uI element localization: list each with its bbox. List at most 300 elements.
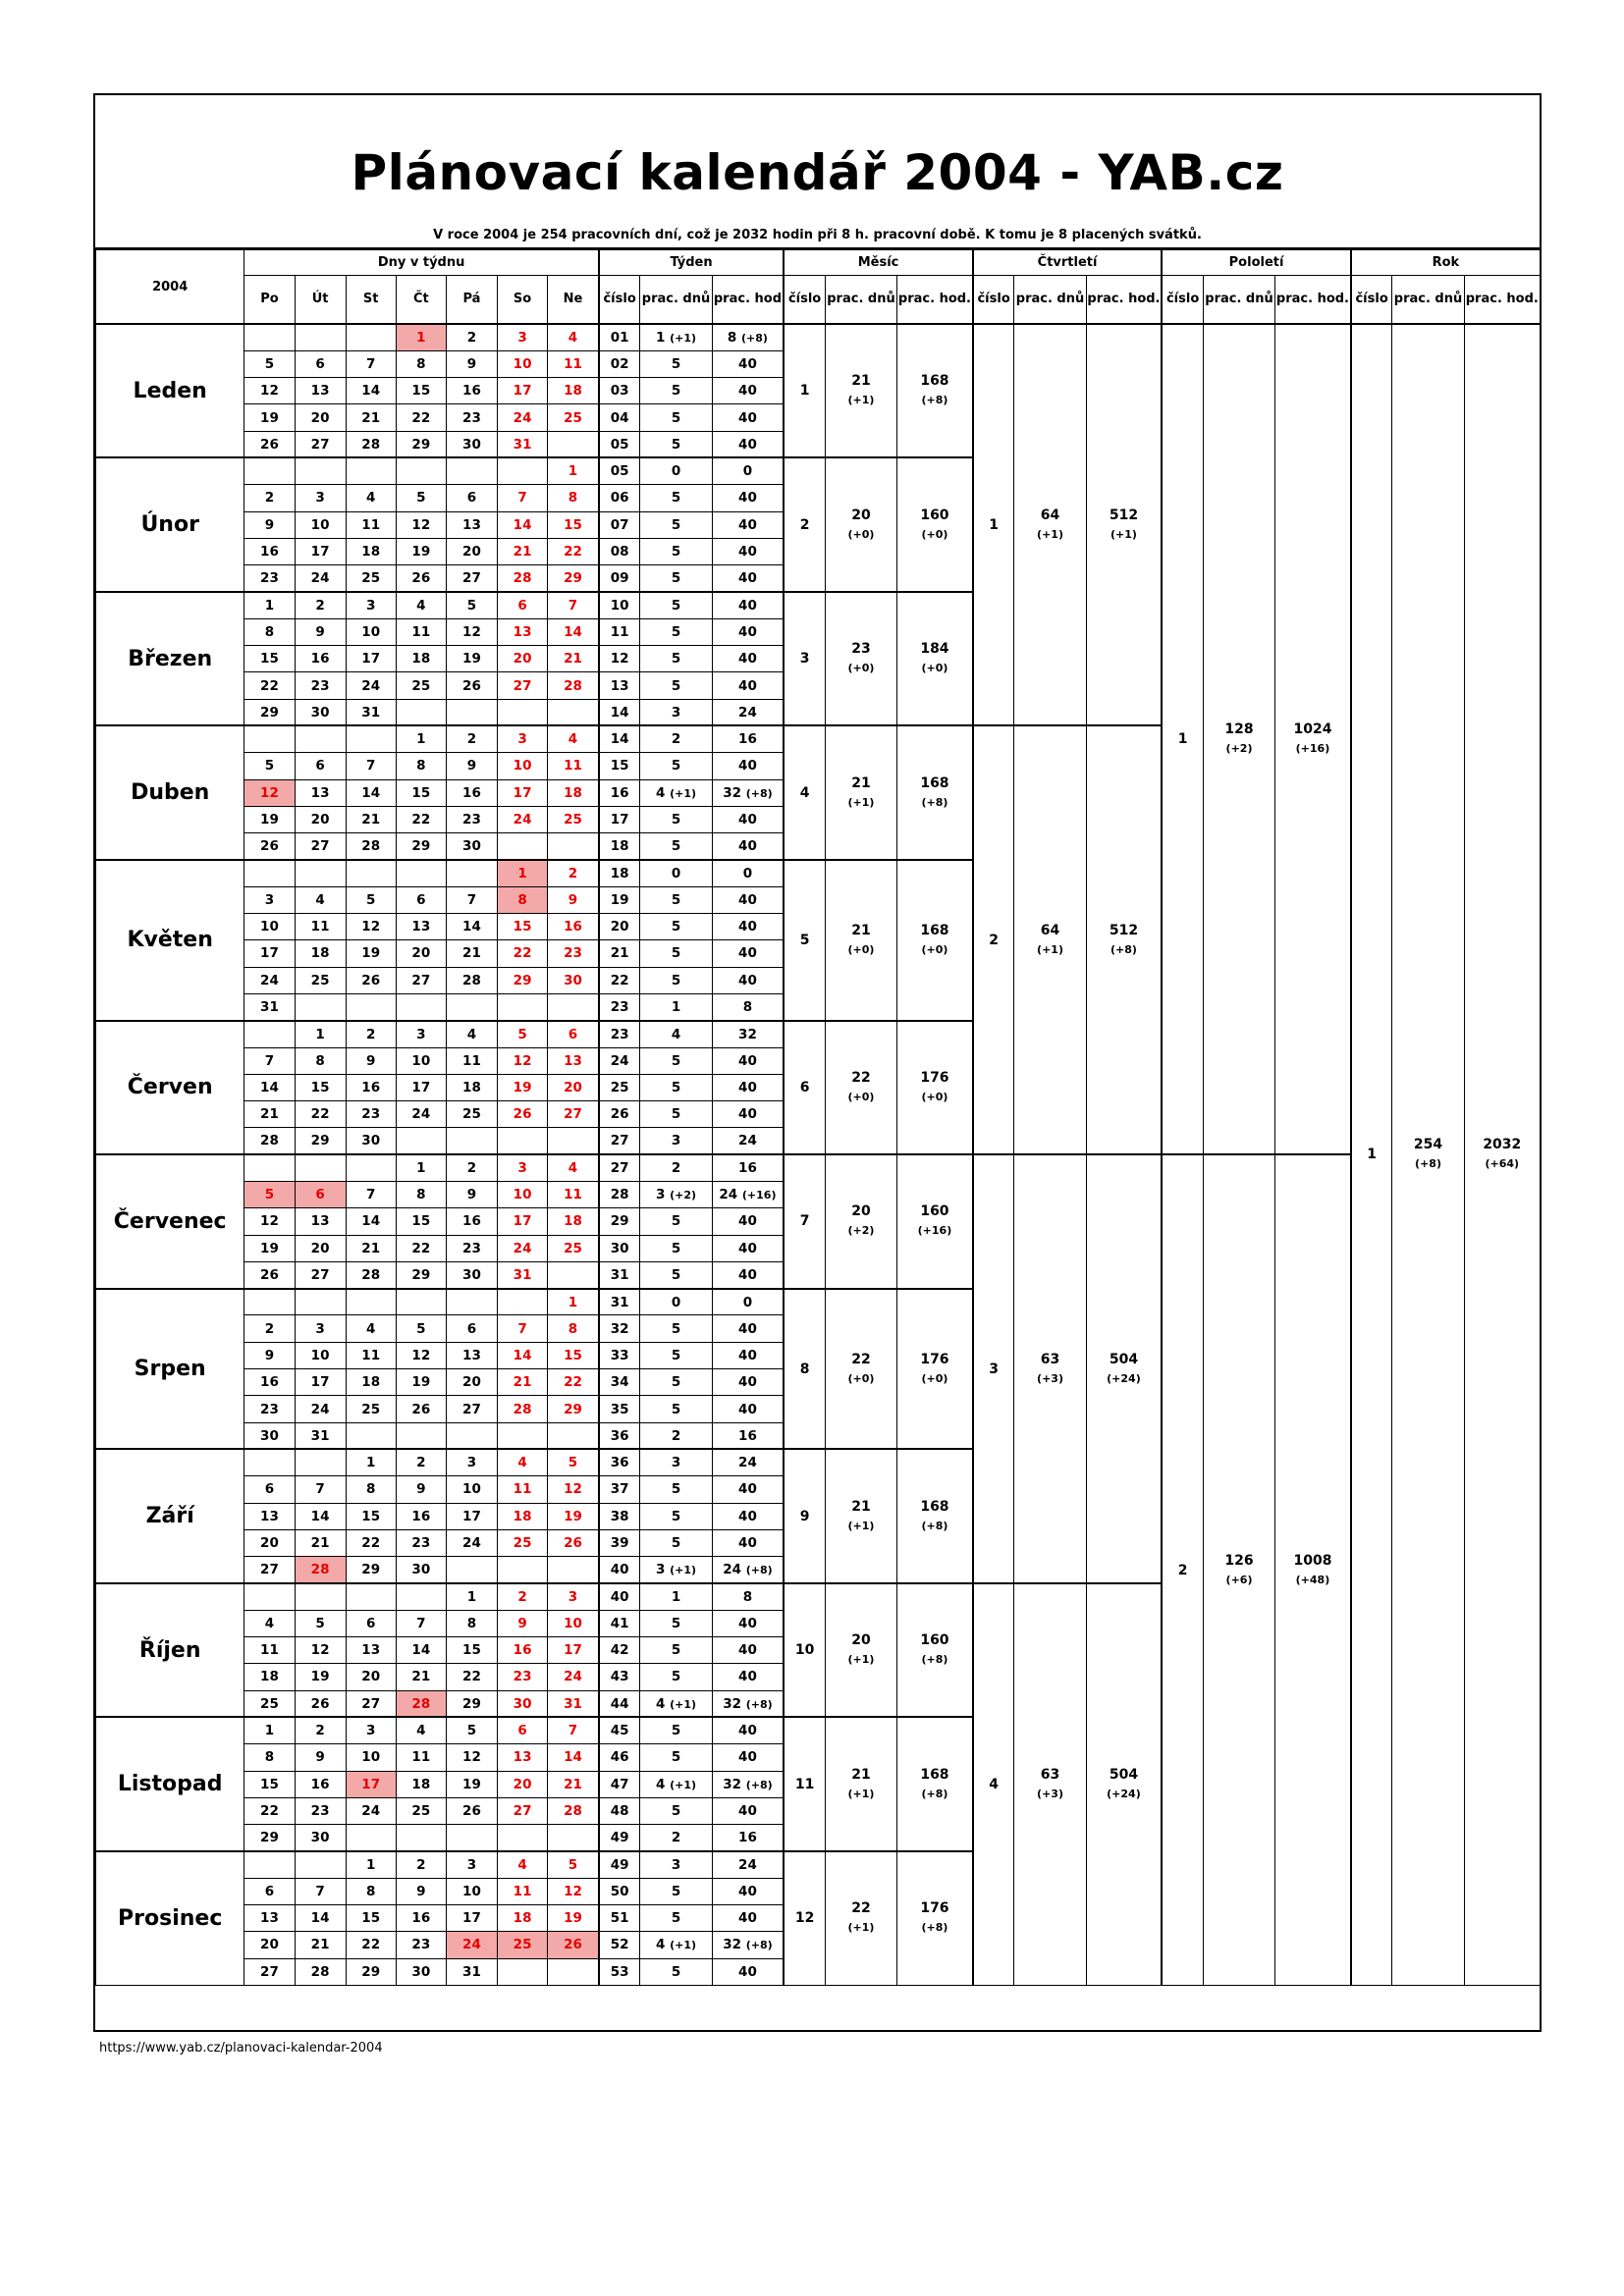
day-cell (346, 860, 396, 886)
day-cell: 2 (446, 324, 497, 350)
day-cell: 8 (396, 1182, 446, 1208)
day-cell (446, 1825, 497, 1851)
week-number: 17 (599, 806, 640, 832)
week-number: 22 (599, 967, 640, 993)
day-cell (498, 993, 548, 1020)
week-workdays (640, 967, 712, 993)
day-cell: 18 (548, 378, 599, 404)
day-cell: 11 (346, 511, 396, 538)
week-workdays (640, 806, 712, 832)
week-workdays-value: 1 (655, 329, 666, 346)
month-workdays-extra: (+0) (847, 527, 875, 541)
quarter-number: 2 (973, 725, 1014, 1154)
month-workhours (897, 1717, 973, 1850)
day-cell: 7 (346, 350, 396, 377)
month-label: Duben (96, 725, 244, 859)
week-workdays (640, 914, 712, 940)
month-workdays-value: 22 (851, 1069, 871, 1086)
week-workdays (640, 1851, 712, 1878)
day-name-header: St (346, 276, 396, 325)
month-workdays-extra: (+0) (847, 1090, 875, 1103)
week-workhours-value: 24 (738, 1133, 757, 1149)
week-workdays (640, 1932, 712, 1958)
day-cell (295, 1583, 346, 1610)
day-cell: 7 (548, 592, 599, 618)
week-workdays (640, 1771, 712, 1797)
day-cell: 23 (446, 404, 497, 431)
day-cell: 16 (396, 1503, 446, 1529)
week-workdays-value: 5 (671, 1723, 681, 1739)
day-cell: 7 (446, 886, 497, 913)
day-cell: 27 (396, 967, 446, 993)
day-cell: 25 (548, 1235, 599, 1261)
week-workhours-value: 40 (738, 1642, 757, 1659)
day-cell: 8 (396, 350, 446, 377)
day-cell (346, 324, 396, 350)
week-workhours-value: 16 (738, 1160, 757, 1177)
day-cell: 14 (346, 779, 396, 806)
day-cell: 23 (244, 1396, 295, 1422)
month-workdays-value: 20 (851, 507, 871, 523)
day-cell: 8 (346, 1878, 396, 1904)
day-cell: 31 (346, 699, 396, 725)
month-workhours-value: 168 (920, 774, 949, 791)
day-cell: 29 (446, 1690, 497, 1717)
day-cell: 15 (244, 1771, 295, 1797)
week-workdays (640, 1717, 712, 1743)
week-workdays-value: 5 (671, 1481, 681, 1498)
month-workdays-value: 21 (851, 1766, 871, 1783)
day-cell: 7 (295, 1878, 346, 1904)
month-workdays-value: 21 (851, 774, 871, 791)
day-cell: 25 (396, 672, 446, 699)
day-cell: 25 (446, 1101, 497, 1128)
week-workhours (712, 806, 784, 832)
day-cell: 5 (396, 485, 446, 511)
week-workhours (712, 1047, 784, 1074)
month-label: Září (96, 1449, 244, 1582)
month-workdays-value: 21 (851, 922, 871, 938)
day-cell: 8 (548, 1315, 599, 1342)
day-cell: 7 (346, 753, 396, 779)
day-cell: 3 (548, 1583, 599, 1610)
month-workhours-extra: (+8) (921, 1519, 948, 1532)
days-group-header: Dny v týdnu (244, 250, 599, 276)
day-cell: 5 (244, 753, 295, 779)
day-cell: 7 (244, 1047, 295, 1074)
day-cell: 3 (295, 1315, 346, 1342)
day-cell (346, 993, 396, 1020)
day-cell: 13 (446, 1342, 497, 1368)
week-workhours-value: 40 (738, 1213, 757, 1230)
half-workhours (1275, 1154, 1351, 1985)
month-workdays (825, 1154, 896, 1288)
week-number: 43 (599, 1664, 640, 1690)
week-number: 11 (599, 618, 640, 645)
week-workdays (640, 1503, 712, 1529)
day-cell: 14 (498, 511, 548, 538)
week-number: 05 (599, 457, 640, 484)
week-workhours-extra: (+8) (741, 331, 768, 345)
day-cell (346, 725, 396, 752)
day-cell: 25 (498, 1529, 548, 1556)
day-cell: 1 (548, 1289, 599, 1315)
day-cell: 14 (295, 1503, 346, 1529)
day-cell: 29 (396, 431, 446, 457)
day-cell: 30 (446, 431, 497, 457)
week-workhours-value: 40 (738, 1052, 757, 1069)
week-number: 50 (599, 1878, 640, 1904)
day-cell: 11 (548, 350, 599, 377)
day-cell: 27 (346, 1690, 396, 1717)
day-cell (244, 860, 295, 886)
week-workdays-value: 3 (671, 1133, 681, 1149)
month-workdays-extra: (+0) (847, 662, 875, 675)
day-cell (346, 1289, 396, 1315)
day-cell: 20 (295, 1235, 346, 1261)
week-workdays-value: 5 (671, 1535, 681, 1551)
day-name-header: So (498, 276, 548, 325)
week-workdays-value: 4 (655, 1695, 666, 1712)
day-name-header: Ne (548, 276, 599, 325)
half-workhours (1275, 324, 1351, 1154)
week-workhours (712, 1744, 784, 1771)
week-workhours (712, 1690, 784, 1717)
week-workdays-value: 5 (671, 677, 681, 694)
day-cell: 28 (498, 565, 548, 592)
week-workhours-value: 32 (723, 784, 742, 801)
quarter-workdays-value: 64 (1040, 922, 1060, 938)
day-cell: 1 (396, 1154, 446, 1181)
day-cell: 15 (346, 1905, 396, 1932)
day-cell: 16 (295, 1771, 346, 1797)
month-workhours-value: 168 (920, 922, 949, 938)
day-cell: 24 (396, 1101, 446, 1128)
week-workhours-value: 40 (738, 919, 757, 935)
day-cell: 17 (446, 1503, 497, 1529)
week-workhours (712, 833, 784, 860)
month-label: Prosinec (96, 1851, 244, 1985)
day-cell: 3 (498, 324, 548, 350)
day-cell: 18 (295, 940, 346, 967)
quarter-workhours-value: 512 (1109, 922, 1139, 938)
week-workhours-value: 40 (738, 1374, 757, 1391)
day-cell: 14 (396, 1637, 446, 1664)
month-workhours-extra: (+0) (921, 1090, 948, 1103)
day-cell: 20 (498, 646, 548, 672)
week-number: 52 (599, 1932, 640, 1958)
week-workdays (640, 592, 712, 618)
day-cell: 19 (244, 806, 295, 832)
week-workdays-value: 5 (671, 651, 681, 667)
month-workdays (825, 1289, 896, 1450)
month-label: Březen (96, 592, 244, 725)
week-workdays-value: 5 (671, 623, 681, 640)
year-summary: V roce 2004 je 254 pracovních dní, což je 2032 hodin při 8 h. pracovní době. K tomu je 8 placených svátků. (433, 228, 1202, 242)
half-workhours-value: 1008 (1293, 1552, 1332, 1569)
day-cell: 18 (498, 1905, 548, 1932)
day-cell: 2 (244, 485, 295, 511)
week-workhours-value: 40 (738, 1481, 757, 1498)
month-workhours (897, 324, 973, 457)
day-cell: 2 (446, 1154, 497, 1181)
week-workhours-value: 40 (738, 436, 757, 453)
week-number: 16 (599, 779, 640, 806)
day-cell: 23 (446, 806, 497, 832)
day-cell (446, 993, 497, 1020)
day-cell: 17 (244, 940, 295, 967)
week-workhours (712, 1182, 784, 1208)
week-workdays-value: 5 (671, 1749, 681, 1766)
day-cell (548, 699, 599, 725)
week-workhours-value: 40 (738, 544, 757, 561)
week-number: 40 (599, 1583, 640, 1610)
day-cell: 21 (295, 1529, 346, 1556)
day-cell: 25 (548, 806, 599, 832)
year-workdays-value: 254 (1413, 1137, 1443, 1153)
day-cell: 17 (295, 538, 346, 564)
week-workhours (712, 1557, 784, 1583)
day-cell: 22 (244, 1797, 295, 1824)
day-cell: 28 (295, 1557, 346, 1583)
month-workdays-value: 20 (851, 1203, 871, 1220)
day-cell: 30 (446, 1261, 497, 1288)
day-cell (244, 1289, 295, 1315)
day-cell: 22 (244, 672, 295, 699)
day-cell: 29 (295, 1128, 346, 1154)
week-workdays (640, 618, 712, 645)
week-workdays-value: 3 (671, 704, 681, 721)
day-cell: 15 (396, 779, 446, 806)
day-cell: 28 (346, 833, 396, 860)
week-workhours-value: 0 (742, 463, 753, 480)
week-workdays-value: 5 (671, 945, 681, 962)
day-cell: 18 (244, 1664, 295, 1690)
day-cell: 24 (446, 1529, 497, 1556)
day-cell (346, 1154, 396, 1181)
week-workdays-value: 0 (671, 1294, 681, 1310)
month-workdays-value: 22 (851, 1900, 871, 1917)
day-cell: 24 (498, 1235, 548, 1261)
day-cell (244, 1021, 295, 1047)
day-cell (244, 457, 295, 484)
month-number-header: číslo (784, 276, 825, 325)
day-cell: 21 (396, 1664, 446, 1690)
day-cell (244, 1851, 295, 1878)
week-number: 51 (599, 1905, 640, 1932)
day-cell: 14 (295, 1905, 346, 1932)
day-cell: 26 (446, 1797, 497, 1824)
day-cell: 20 (244, 1932, 295, 1958)
day-cell: 20 (548, 1074, 599, 1100)
day-cell: 22 (396, 404, 446, 431)
day-cell: 17 (396, 1074, 446, 1100)
day-cell: 10 (498, 350, 548, 377)
week-workhours (712, 565, 784, 592)
month-workdays-extra: (+1) (847, 1519, 875, 1532)
quarter-workhours-extra: (+1) (1110, 527, 1137, 541)
day-cell: 7 (295, 1476, 346, 1503)
day-cell (498, 1825, 548, 1851)
month-workdays (825, 324, 896, 457)
week-number: 49 (599, 1825, 640, 1851)
week-workdays (640, 350, 712, 377)
day-cell: 14 (346, 1208, 396, 1235)
day-cell: 13 (346, 1637, 396, 1664)
week-workhours (712, 1717, 784, 1743)
week-number: 39 (599, 1529, 640, 1556)
week-workhours-value: 16 (738, 1830, 757, 1846)
day-cell (396, 1583, 446, 1610)
day-cell: 23 (244, 565, 295, 592)
day-cell: 4 (548, 725, 599, 752)
day-cell (396, 1422, 446, 1449)
month-workhours-extra: (+8) (921, 1653, 948, 1667)
day-cell: 15 (548, 511, 599, 538)
week-number: 34 (599, 1369, 640, 1396)
day-cell (244, 1583, 295, 1610)
month-workhours-extra: (+8) (921, 795, 948, 809)
week-workdays-value: 5 (671, 490, 681, 507)
half-number-header: číslo (1162, 276, 1203, 325)
day-cell: 10 (498, 753, 548, 779)
week-workdays (640, 1529, 712, 1556)
day-cell (346, 1422, 396, 1449)
week-workhours-value: 0 (742, 865, 753, 881)
day-cell: 10 (548, 1610, 599, 1636)
month-label: Únor (96, 457, 244, 591)
day-cell: 11 (446, 1047, 497, 1074)
week-workhours (712, 1503, 784, 1529)
day-cell (244, 324, 295, 350)
day-cell: 8 (346, 1476, 396, 1503)
quarter-workdays (1014, 324, 1086, 725)
week-workhours-value: 0 (742, 1294, 753, 1310)
day-cell: 26 (548, 1529, 599, 1556)
month-label: Listopad (96, 1717, 244, 1850)
day-cell: 21 (244, 1101, 295, 1128)
day-cell (498, 1958, 548, 1985)
day-cell: 11 (548, 753, 599, 779)
month-workdays-value: 22 (851, 1351, 871, 1367)
day-cell: 10 (295, 511, 346, 538)
week-workdays (640, 324, 712, 350)
day-cell (548, 993, 599, 1020)
month-workhours-value: 160 (920, 507, 949, 523)
month-workdays (825, 1851, 896, 1985)
week-number: 14 (599, 725, 640, 752)
day-cell: 25 (346, 1396, 396, 1422)
month-label: Červen (96, 1021, 244, 1154)
week-workhours (712, 914, 784, 940)
week-workhours-value: 40 (738, 945, 757, 962)
day-cell: 21 (498, 538, 548, 564)
month-workdays (825, 457, 896, 591)
month-workdays-header: prac. dnů (825, 276, 896, 325)
week-workdays-value: 3 (655, 1187, 666, 1203)
week-workhours (712, 1637, 784, 1664)
day-cell: 21 (295, 1932, 346, 1958)
week-workhours (712, 1583, 784, 1610)
week-workhours-value: 40 (738, 1802, 757, 1819)
day-cell: 5 (446, 1717, 497, 1743)
quarter-workdays-value: 63 (1040, 1351, 1060, 1367)
month-workhours (897, 1851, 973, 1985)
week-workhours-extra: (+8) (745, 1778, 773, 1791)
day-cell (346, 1583, 396, 1610)
half-number: 1 (1162, 324, 1203, 1154)
day-cell: 22 (346, 1529, 396, 1556)
week-workhours-value: 24 (719, 1187, 738, 1203)
month-workdays-extra: (+1) (847, 1653, 875, 1667)
day-cell: 26 (244, 1261, 295, 1288)
year-header: 2004 (96, 250, 244, 325)
week-workdays (640, 1690, 712, 1717)
week-workdays (640, 1878, 712, 1904)
week-workhours (712, 699, 784, 725)
day-cell: 18 (498, 1503, 548, 1529)
day-cell: 5 (446, 592, 497, 618)
day-cell: 23 (396, 1529, 446, 1556)
week-workdays (640, 1101, 712, 1128)
week-workdays (640, 1074, 712, 1100)
week-workhours-value: 24 (723, 1562, 742, 1578)
day-cell (396, 1289, 446, 1315)
week-workdays-value: 5 (671, 355, 681, 372)
day-cell: 13 (295, 378, 346, 404)
week-workhours (712, 1396, 784, 1422)
week-workdays (640, 1342, 712, 1368)
quarter-number: 1 (973, 324, 1014, 725)
day-cell: 12 (446, 618, 497, 645)
week-workhours (712, 1878, 784, 1904)
week-number: 13 (599, 672, 640, 699)
quarter-workhours (1086, 1583, 1162, 1985)
day-cell: 31 (498, 431, 548, 457)
day-cell (244, 725, 295, 752)
day-cell: 21 (548, 646, 599, 672)
day-cell: 27 (548, 1101, 599, 1128)
month-workhours-value: 168 (920, 1498, 949, 1515)
week-workhours (712, 646, 784, 672)
week-row (96, 324, 1541, 350)
day-cell: 15 (548, 1342, 599, 1368)
day-cell: 8 (498, 886, 548, 913)
day-cell: 10 (295, 1342, 346, 1368)
day-cell: 8 (446, 1610, 497, 1636)
week-workdays-extra: (+1) (670, 331, 697, 345)
day-cell: 12 (244, 1208, 295, 1235)
week-workhours (712, 1342, 784, 1368)
month-workhours-value: 168 (920, 1766, 949, 1783)
month-group-header: Měsíc (784, 250, 973, 276)
day-cell: 17 (498, 779, 548, 806)
day-cell: 18 (346, 1369, 396, 1396)
day-cell: 9 (498, 1610, 548, 1636)
day-cell (295, 1449, 346, 1475)
day-cell: 24 (548, 1664, 599, 1690)
month-workhours (897, 1449, 973, 1582)
month-label: Červenec (96, 1154, 244, 1288)
day-cell: 19 (396, 1369, 446, 1396)
half-workdays (1203, 1154, 1274, 1985)
day-cell (346, 1825, 396, 1851)
week-workdays-value: 5 (671, 1374, 681, 1391)
week-workdays-value: 0 (671, 865, 681, 881)
week-workdays-value: 5 (671, 1802, 681, 1819)
day-cell: 13 (295, 779, 346, 806)
week-workdays (640, 1315, 712, 1342)
